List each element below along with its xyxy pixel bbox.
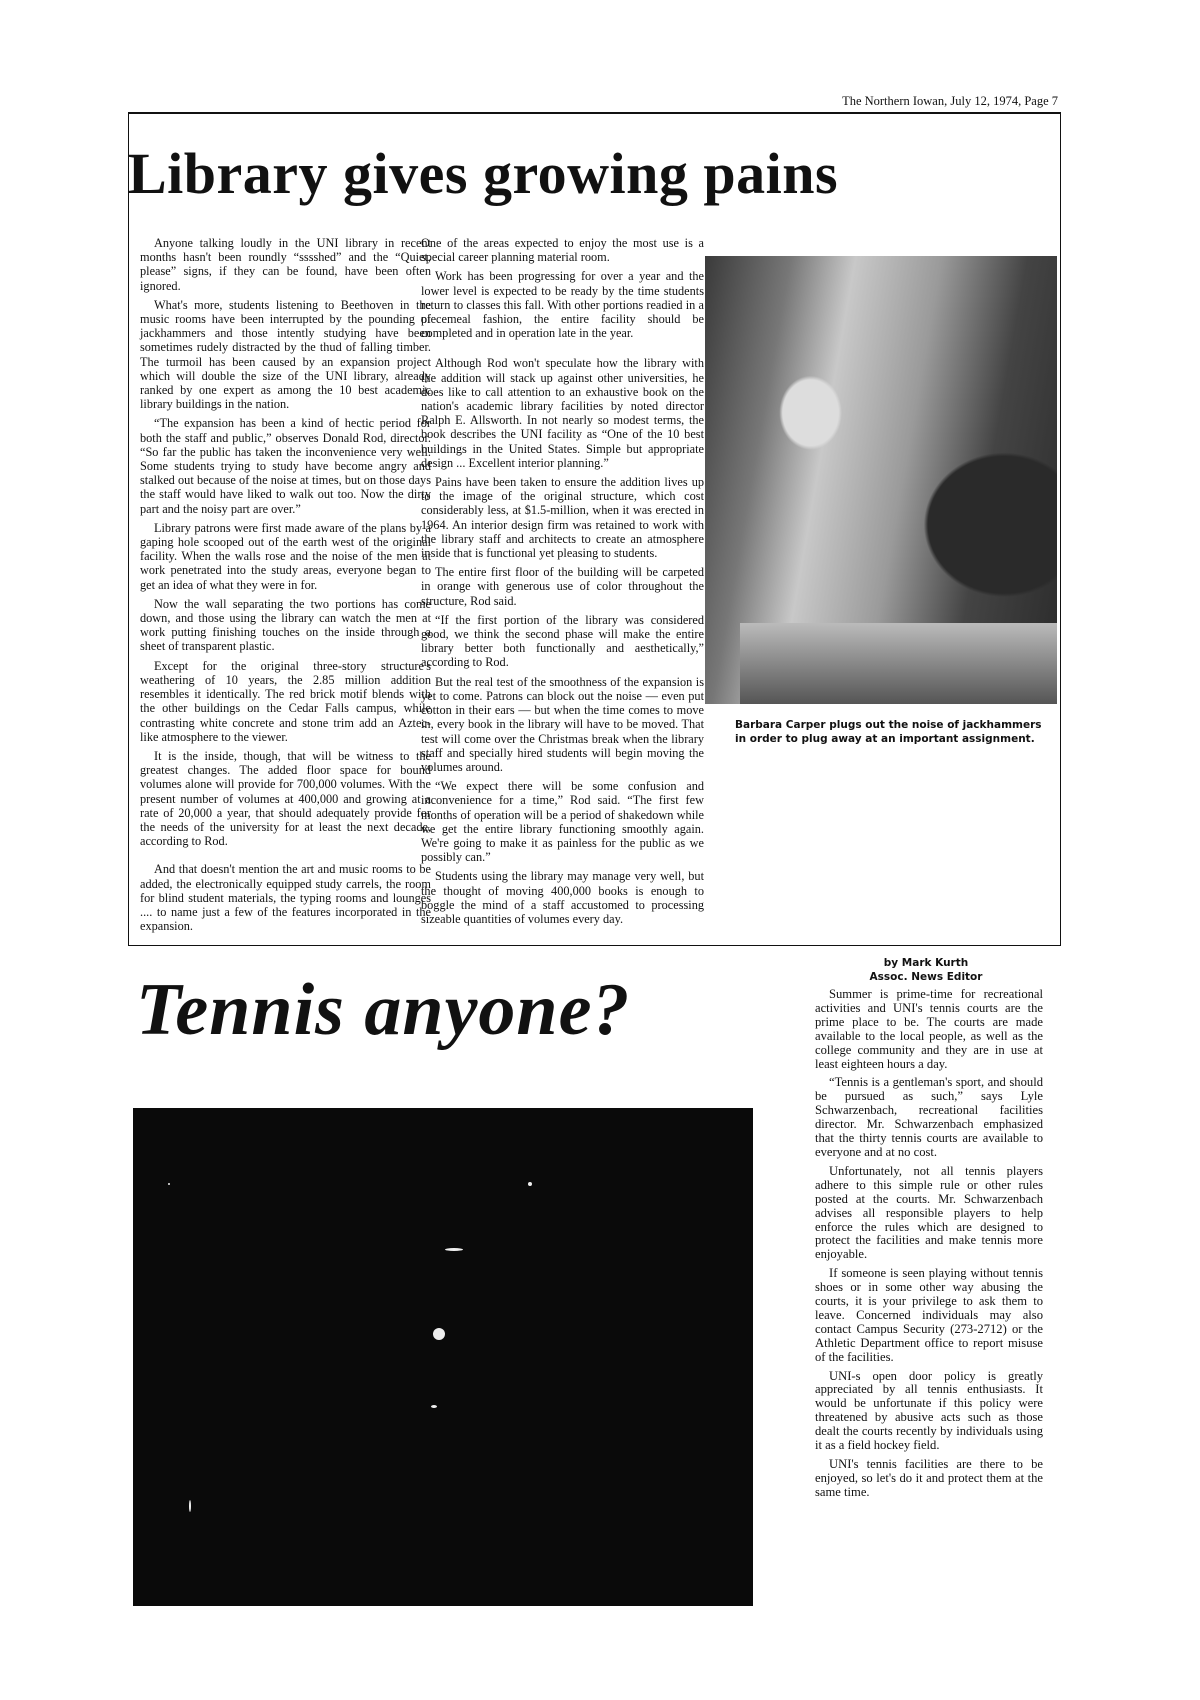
tennis-headline: Tennis anyone?: [136, 969, 631, 1051]
library-column-1: [140, 236, 431, 938]
paragraph: It is the inside, though, that will be witness to the greatest changes. The added floor space for bound volumes alone will provide for 700,000 volumes. With the present number of volumes at 400,000 and growing at a rate of 20,000 a year, that should adequately provide for the needs of the university for at least the next decade, according to Rod.: [140, 748, 431, 849]
library-column-2: [421, 236, 704, 931]
paragraph: Anyone talking loudly in the UNI library in recent months hasn't been roundly “sssshed” and the “Quiet, please” signs, if they can be found, have been often ignored.: [140, 236, 431, 293]
library-student-photo: [705, 256, 1057, 704]
paragraph: And that doesn't mention the art and music rooms to be added, the electronically equipped study carrels, the room for blind student materials, the typing rooms and lounges .... to name just a few of the features incorporated in the expansion.: [140, 862, 431, 934]
tennis-night-photo: [133, 1108, 753, 1606]
byline-role: Assoc. News Editor: [869, 971, 983, 983]
paragraph: If someone is seen playing without tennis shoes or in some other way abusing the courts, it is your privilege to ask them to leave. Concerned individuals may also contact Campus Security (273-2712) or the Athletic Department office to report misuse of the facilities.: [815, 1266, 1043, 1364]
paragraph: What's more, students listening to Beethoven in the music rooms have been interrupted by the pounding of jackhammers and those intently studying have been sometimes rudely distracted by the thud of falling timber. The turmoil has been caused by an expansion project which will double the size of the UNI library, already ranked by one expert as among the 10 best academic library buildings in the nation.: [140, 297, 431, 412]
paragraph: “The expansion has been a kind of hectic period for both the staff and public,” observes Donald Rod, director. “So far the public has taken the inconvenience very well. Some students trying to study have become angry and stalked out because of the noise at times, but on those days the staff would have liked to walk out too. Now the dirty part and the noisy part are over.”: [140, 416, 431, 516]
paragraph: UNI-s open door policy is greatly appreciated by all tennis enthusiasts. It would be unfortunate if this policy were threatened by abusive acts such as those dealt the courts recently by individuals using it as a field hockey field.: [815, 1368, 1043, 1453]
paragraph: Except for the original three-story structure's weathering of 10 years, the 2.85 million addition resembles it identically. The red brick motif blends with the other buildings on the Cedar Falls campus, while contrasting white concrete and stone trim add an Aztec-like atmosphere to the viewer.: [140, 658, 431, 744]
paragraph: Unfortunately, not all tennis players adhere to this simple rule or other rules posted at the courts. Mr. Schwarzenbach advises all responsible players to help enforce the rules which are designed to protect the facilities and make tennis more enjoyable.: [815, 1163, 1043, 1262]
paragraph: “We expect there will be some confusion and inconvenience for a time,” Rod said. “The first few months of operation will be a period of shakedown while we get the entire library functioning smoothly again. We're going to make it as painless for the public as we possibly can.”: [421, 779, 704, 865]
paragraph: Now the wall separating the two portions has come down, and those using the library can watch the men at work putting finishing touches on the inside through a sheet of transparent plastic.: [140, 596, 431, 654]
paragraph: Summer is prime-time for recreational activities and UNI's tennis courts are the prime place to be. The courts are made available to the local people, as well as the college community and they are in use at least eighteen hours a day.: [815, 987, 1043, 1071]
paragraph: “If the first portion of the library was considered good, we think the second phase will make the entire library better both functionally and aesthetically,” according to Rod.: [421, 612, 704, 670]
paragraph: But the real test of the smoothness of the expansion is yet to come. Patrons can block out the noise — even put cotton in their ears — but when the time comes to move in, every book in the library will have to be moved. That test will come over the Christmas break when the library staff and specially hired students will begin moving the volumes around.: [421, 674, 704, 774]
paragraph: “Tennis is a gentleman's sport, and should be pursued as such,” says Lyle Schwarzenbach, recreational facilities director. Mr. Schwarzenbach emphasized that the thirty tennis courts are available to everyone and at no cost.: [815, 1075, 1043, 1159]
paragraph: Work has been progressing for over a year and the lower level is expected to be ready by the time students return to classes this fall. With other portions readied in a piecemeal fashion, the entire facility should be completed and in operation late in the year.: [421, 269, 704, 341]
byline: [808, 956, 1044, 984]
library-headline: Library gives growing pains: [128, 141, 839, 206]
paragraph: Students using the library may manage very well, but the thought of moving 400,000 books is enough to boggle the mind of a staff accustomed to processing sizeable quantities of volumes every day.: [421, 869, 704, 926]
paragraph: The entire first floor of the building will be carpeted in orange with generous use of color throughout the structure, Rod said.: [421, 565, 704, 608]
paragraph: Library patrons were first made aware of the plans by a gaping hole scooped out of the earth west of the original facility. When the walls rose and the noise of the men at work penetrated into the study areas, everyone began to get an idea of what they were in for.: [140, 520, 431, 592]
byline-author: by Mark Kurth: [883, 957, 969, 969]
tennis-column: [815, 988, 1043, 1505]
page-masthead: The Northern Iowan, July 12, 1974, Page 7: [842, 94, 1058, 108]
paragraph: Although Rod won't speculate how the library with the addition will stack up against other universities, he does like to call attention to an exhaustive book on the nation's academic library facilities by noted director Ralph E. Allsworth. In not nearly so modest terms, the book describes the UNI facility as “One of the 10 best buildings in the United States. Simple but appropriate design ... Excellent interior planning.”: [421, 356, 704, 470]
paragraph: One of the areas expected to enjoy the most use is a special career planning material room.: [421, 236, 704, 265]
paragraph: Pains have been taken to ensure the addition lives up to the image of the original structure, which cost considerably less, at $1.5-million, when it was erected in 1964. An interior design firm was retained to work with the library staff and architects to create an atmosphere inside that is functional yet pleasing to students.: [421, 475, 704, 561]
paragraph: UNI's tennis facilities are there to be enjoyed, so let's do it and protect them at the same time.: [815, 1457, 1043, 1499]
photo-caption: Barbara Carper plugs out the noise of jackhammers in order to plug away at an important assignment.: [735, 719, 1042, 745]
